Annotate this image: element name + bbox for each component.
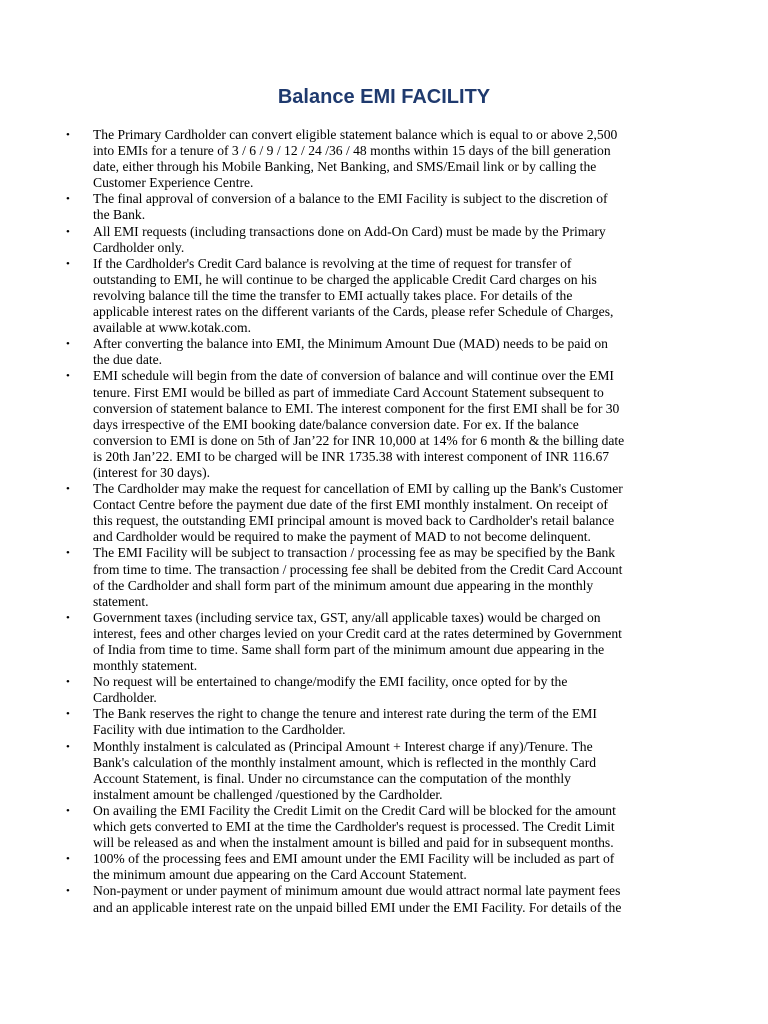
list-item-text: If the Cardholder's Credit Card balance is revolving at the time of request for transfer of outstanding to EMI, he will continue to be charged the applicable Credit Card charges on his revolving balance till the time the transfer to EMI actually takes place. For details of the applicable interest rates on the different variants of the Cards, please refer Schedule of Charges, available at www.kotak.com. — [93, 255, 614, 336]
list-item — [60, 191, 672, 223]
list-item-text: After converting the balance into EMI, the Minimum Amount Due (MAD) needs to be paid on the due date. — [93, 336, 608, 368]
terms-list — [60, 127, 672, 916]
list-item — [60, 851, 672, 883]
bullet-icon: • — [66, 853, 70, 866]
list-item — [60, 481, 672, 545]
list-item-text: 100% of the processing fees and EMI amount under the EMI Facility will be included as part of the minimum amount due appearing on the Card Account Statement. — [93, 851, 615, 883]
bullet-icon: • — [66, 611, 70, 624]
bullet-icon: • — [66, 708, 70, 721]
list-item-text: Government taxes (including service tax, GST, any/all applicable taxes) would be charged on interest, fees and other charges levied on your Credit card at the rates determined by Government of India from time to time. Same shall form part of the minimum amount due appearing in the monthly statement. — [93, 609, 622, 674]
list-item-text: On availing the EMI Facility the Credit Limit on the Credit Card will be blocked for the amount which gets converted to EMI at the time the Cardholder's request is processed. The Credit Limit will be released as and when the instalment amount is billed and paid for in subsequent months. — [93, 802, 616, 851]
list-item-text: The EMI Facility will be subject to transaction / processing fee as may be specified by the Bank from time to time. The transaction / processing fee shall be debited from the Credit Card Account of the Cardholder and shall form part of the minimum amount due appearing in the monthly statement. — [93, 545, 623, 609]
bullet-icon: • — [66, 676, 70, 689]
bullet-icon: • — [66, 225, 70, 238]
page-title: Balance EMI FACILITY — [277, 86, 491, 108]
bullet-icon: • — [66, 547, 70, 560]
list-item — [60, 706, 672, 738]
bullet-icon: • — [66, 193, 70, 206]
list-item-text: EMI schedule will begin from the date of conversion of balance and will continue over the EMI tenure. First EMI would be billed as part of immediate Card Account Statement subsequent to conversion of statement balance to EMI. The interest component for the first EMI shall be for 30 days irrespective of the EMI booking date/balance conversion date. For ex. If the balance conversion to EMI is done on 5th of Jan’22 for INR 10,000 at 14% for 6 month & the billing date is 20th Jan’22. EMI to be charged will be INR 1735.38 with interest component of INR 116.67 (interest for 30 days). — [93, 368, 625, 480]
list-item — [60, 739, 672, 803]
list-item — [60, 224, 672, 256]
list-item — [60, 256, 672, 336]
list-item — [60, 336, 672, 368]
list-item-text: The Primary Cardholder can convert eligible statement balance which is equal to or above 2,500 into EMIs for a tenure of 3 / 6 / 9 / 12 / 24 /36 / 48 months within 15 days of the bill generation date, either through his Mobile Banking, Net Banking, and SMS/Email link or by calling the Customer Experience Centre. — [93, 127, 618, 191]
list-item-text: The Bank reserves the right to change the tenure and interest rate during the term of the EMI Facility with due intimation to the Cardholder. — [93, 706, 597, 738]
list-item — [60, 610, 672, 674]
list-item-text: Monthly instalment is calculated as (Principal Amount + Interest charge if any)/Tenure. The Bank's calculation of the monthly instalment amount, which is reflected in the monthly Card Account Statement, is final. Under no circumstance can the computation of the monthly instalment amount be challenged /questioned by the Cardholder. — [93, 738, 597, 802]
list-item-text: All EMI requests (including transactions done on Add-On Card) must be made by the Primary Cardholder only. — [93, 223, 606, 255]
list-item-text: The Cardholder may make the request for cancellation of EMI by calling up the Bank's Customer Contact Centre before the payment due date of the first EMI monthly instalment. On receipt of this request, the outstanding EMI principal amount is moved back to Cardholder's retail balance and Cardholder would be required to make the payment of MAD to not become delinquent. — [93, 481, 623, 545]
list-item-text: No request will be entertained to change/modify the EMI facility, once opted for by the Cardholder. — [93, 674, 568, 706]
bullet-icon: • — [66, 483, 70, 496]
list-item — [60, 368, 672, 481]
list-item-text: Non-payment or under payment of minimum amount due would attract normal late payment fees and an applicable interest rate on the unpaid billed EMI under the EMI Facility. For details of the — [93, 883, 622, 915]
bullet-icon: • — [66, 257, 70, 270]
bullet-icon: • — [66, 740, 70, 753]
list-item — [60, 545, 672, 609]
list-item — [60, 127, 672, 191]
list-item — [60, 674, 672, 706]
bullet-icon: • — [66, 338, 70, 351]
list-item — [60, 883, 672, 915]
list-item — [60, 803, 672, 851]
bullet-icon: • — [66, 129, 70, 141]
bullet-icon: • — [66, 804, 70, 817]
list-item-text: The final approval of conversion of a balance to the EMI Facility is subject to the discretion of the Bank. — [93, 191, 608, 223]
bullet-icon: • — [66, 370, 70, 383]
bullet-icon: • — [66, 885, 70, 898]
